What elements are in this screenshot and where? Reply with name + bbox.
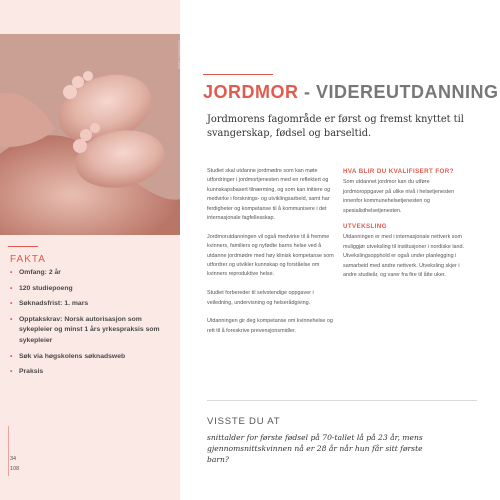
body-paragraph: Utdanningen gir deg kompetanse om kvinnehelse og rett til å foreskrive prevensjonsmidler. — [207, 318, 333, 334]
page-number: 34 — [10, 456, 17, 462]
sidebar — [0, 0, 180, 500]
fakta-item: • 120 studiepoeng — [10, 284, 175, 295]
fakta-heading: FAKTA — [10, 254, 46, 265]
bullet-icon: • — [10, 300, 13, 308]
fakta-item: • Opptakskrav: Norsk autorisasjon som sykepleier og minst 1 års yrkespraksis som sykepleier — [10, 315, 160, 344]
body-paragraph: Studiet skal utdanne jordmødre som kan møte utfordringer i jordmortjenesten med en reflektert og kunnskapsbasert tilnærming, og som kan initiere og medvirke i forsknings- og utviklingsarbeid, samt har ferdigheter og kompetanse til å kommunisere i det internasjonale fagfellesskap. — [207, 168, 331, 222]
page-number-divider — [8, 426, 9, 476]
fakta-item: • Søk via høgskolens søknadsweb — [10, 352, 175, 363]
bullet-icon: • — [10, 352, 13, 360]
visste-heading: VISSTE DU AT — [207, 416, 281, 427]
lead-paragraph: Jordmorens fagområde er først og fremst knyttet til svangerskap, fødsel og barseltid. — [207, 114, 464, 139]
visste-divider — [207, 400, 477, 401]
visste-text: snittalder for første fødsel på 70-tallet lå på 23 år, mens gjennomsnittskvinnen nå er 28 år når hun får sitt første barn? — [207, 433, 423, 464]
page-number: 108 — [10, 466, 20, 472]
fakta-divider — [8, 246, 38, 247]
fakta-item: • Søknadsfrist: 1. mars — [10, 299, 175, 310]
page-title: JORDMOR - VIDEREUTDANNING — [203, 82, 499, 102]
section-heading: UTVEKSLING — [343, 223, 387, 231]
bullet-icon: • — [10, 269, 13, 276]
fakta-item: • Praksis — [10, 367, 175, 378]
body-column-1 — [207, 167, 335, 346]
bullet-icon: • — [10, 284, 13, 292]
bullet-icon: • — [10, 315, 13, 323]
body-column-2 — [343, 167, 468, 286]
fakta-item: • Omfang: 2 år — [10, 268, 175, 279]
bullet-icon: • — [10, 368, 13, 376]
photo-credit: Foto: Colourbox — [176, 40, 181, 69]
section-heading: HVA BLIR DU KVALIFISERT FOR? — [343, 168, 454, 175]
title-divider — [203, 74, 273, 75]
body-paragraph: Jordmorutdanningen vil også medvirke til å fremme kvinners, familiers og nyfødte barns helse ved å utdanne jordmødre med høy klinisk kompetanse som utfordrer og utvikler kunnskap og forståelse om kvinners reproduktive helse. — [207, 233, 334, 278]
body-paragraph: Utdanningen er med i internasjonale nettverk som muliggjør utveksling til institusjoner i nordiske land. Utvekslingsopphold er også under planlegging i samarbeid med andre nettverk. Utveksling skjer i andre studieår, og varer fra fire til åtte uker. — [343, 234, 465, 279]
body-paragraph: Studiet forbereder til selvstendige oppgaver i veiledning, undervisning og helserådgiving. — [207, 290, 314, 306]
body-paragraph: Som utdannet jordmor kan du utføre jordmoroppgaver på ulike nivå i helsetjenesten innenfor kommunehelsetjenesten og spesialisthelsetjenesten. — [343, 179, 455, 214]
baby-feet-photo — [0, 34, 180, 235]
fakta-list — [10, 268, 175, 383]
